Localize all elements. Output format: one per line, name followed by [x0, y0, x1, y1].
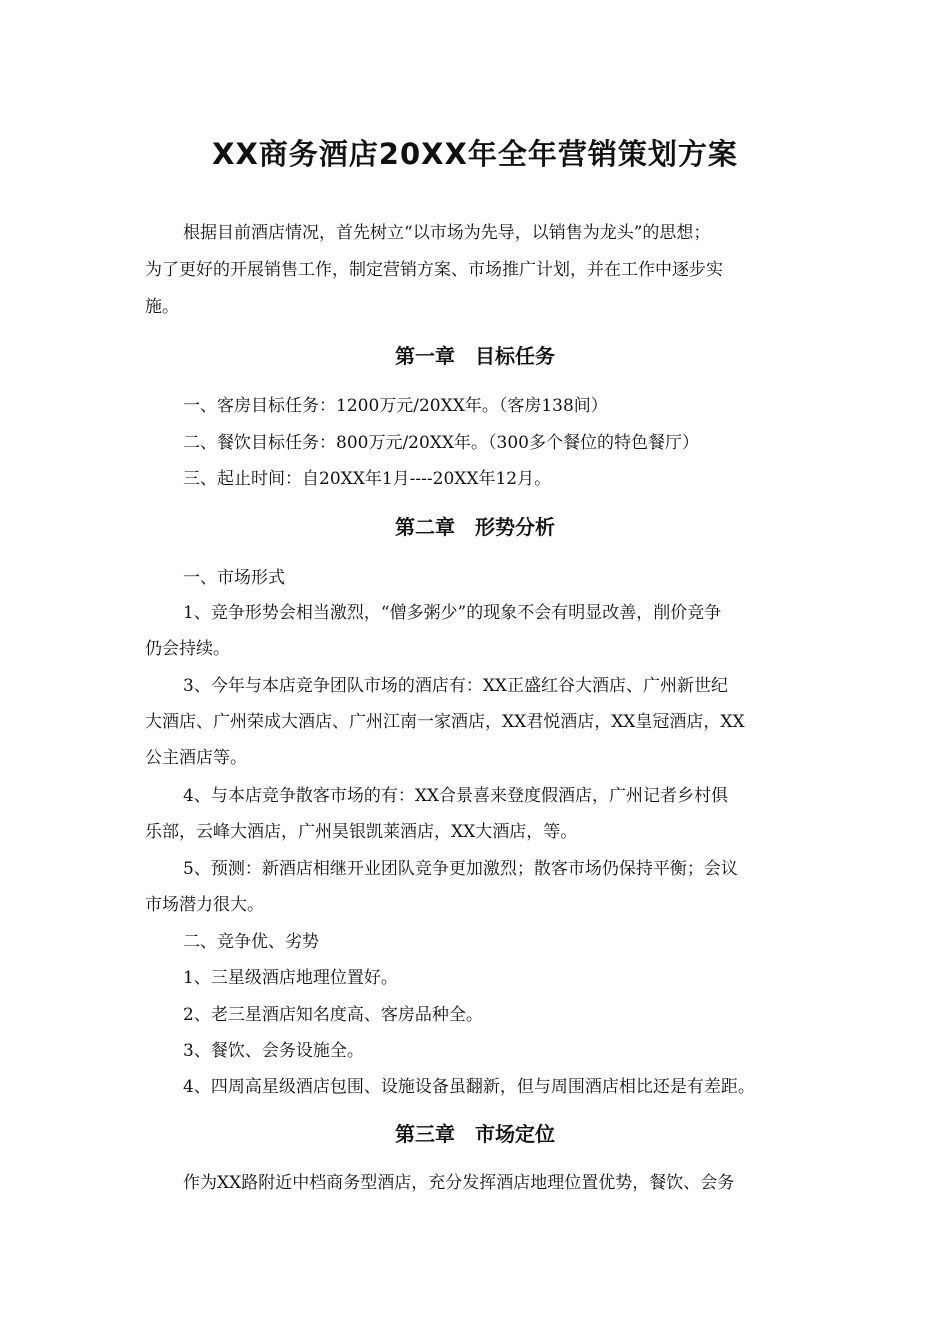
list-item: 2、老三星酒店知名度高、客房品种全。	[183, 1005, 483, 1025]
intro-line: 施。	[145, 297, 179, 317]
paragraph-line: 仍会持续。	[145, 639, 230, 659]
paragraph-line: 4、与本店竞争散客市场的有：XX合景喜来登度假酒店，广州记者乡村俱	[183, 786, 729, 806]
chapter1-heading: 第一章 目标任务	[395, 344, 555, 368]
paragraph-line: 乐部，云峰大酒店，广州昊银凯莱酒店，XX大酒店，等。	[145, 822, 578, 842]
chapter1-item: 二、餐饮目标任务：800万元/20XX年。（300多个餐位的特色餐厅）	[183, 433, 699, 453]
list-item: 4、四周高星级酒店包围、设施设备虽翻新，但与周围酒店相比还是有差距。	[183, 1077, 755, 1097]
document-title: XX商务酒店20XX年全年营销策划方案	[212, 137, 738, 171]
section-title: 二、竞争优、劣势	[183, 932, 319, 952]
chapter2-heading: 第二章 形势分析	[395, 515, 555, 539]
list-item: 3、餐饮、会务设施全。	[183, 1041, 364, 1061]
paragraph-line: 大酒店、广州荣成大酒店、广州江南一家酒店，XX君悦酒店，XX皇冠酒店，XX	[145, 712, 745, 732]
section-title: 一、市场形式	[183, 568, 285, 588]
chapter1-item: 一、客房目标任务：1200万元/20XX年。（客房138间）	[183, 396, 608, 416]
paragraph-line: 公主酒店等。	[145, 748, 247, 768]
paragraph-line: 作为XX路附近中档商务型酒店，充分发挥酒店地理位置优势，餐饮、会务	[183, 1173, 735, 1193]
paragraph-line: 5、预测：新酒店相继开业团队竞争更加激烈；散客市场仍保持平衡；会议	[183, 859, 738, 879]
paragraph-line: 1、竞争形势会相当激烈，“僧多粥少”的现象不会有明显改善，削价竞争	[183, 603, 722, 623]
intro-line: 为了更好的开展销售工作，制定营销方案、市场推广计划，并在工作中逐步实	[145, 260, 723, 280]
chapter3-heading: 第三章 市场定位	[395, 1122, 555, 1146]
chapter1-item: 三、起止时间：自20XX年1月----20XX年12月。	[183, 469, 552, 489]
list-item: 1、三星级酒店地理位置好。	[183, 968, 398, 988]
intro-line: 根据目前酒店情况，首先树立“以市场为先导，以销售为龙头”的思想；	[183, 223, 711, 243]
paragraph-line: 市场潜力很大。	[145, 895, 264, 915]
paragraph-line: 3、今年与本店竞争团队市场的酒店有：XX正盛红谷大酒店、广州新世纪	[183, 676, 729, 696]
